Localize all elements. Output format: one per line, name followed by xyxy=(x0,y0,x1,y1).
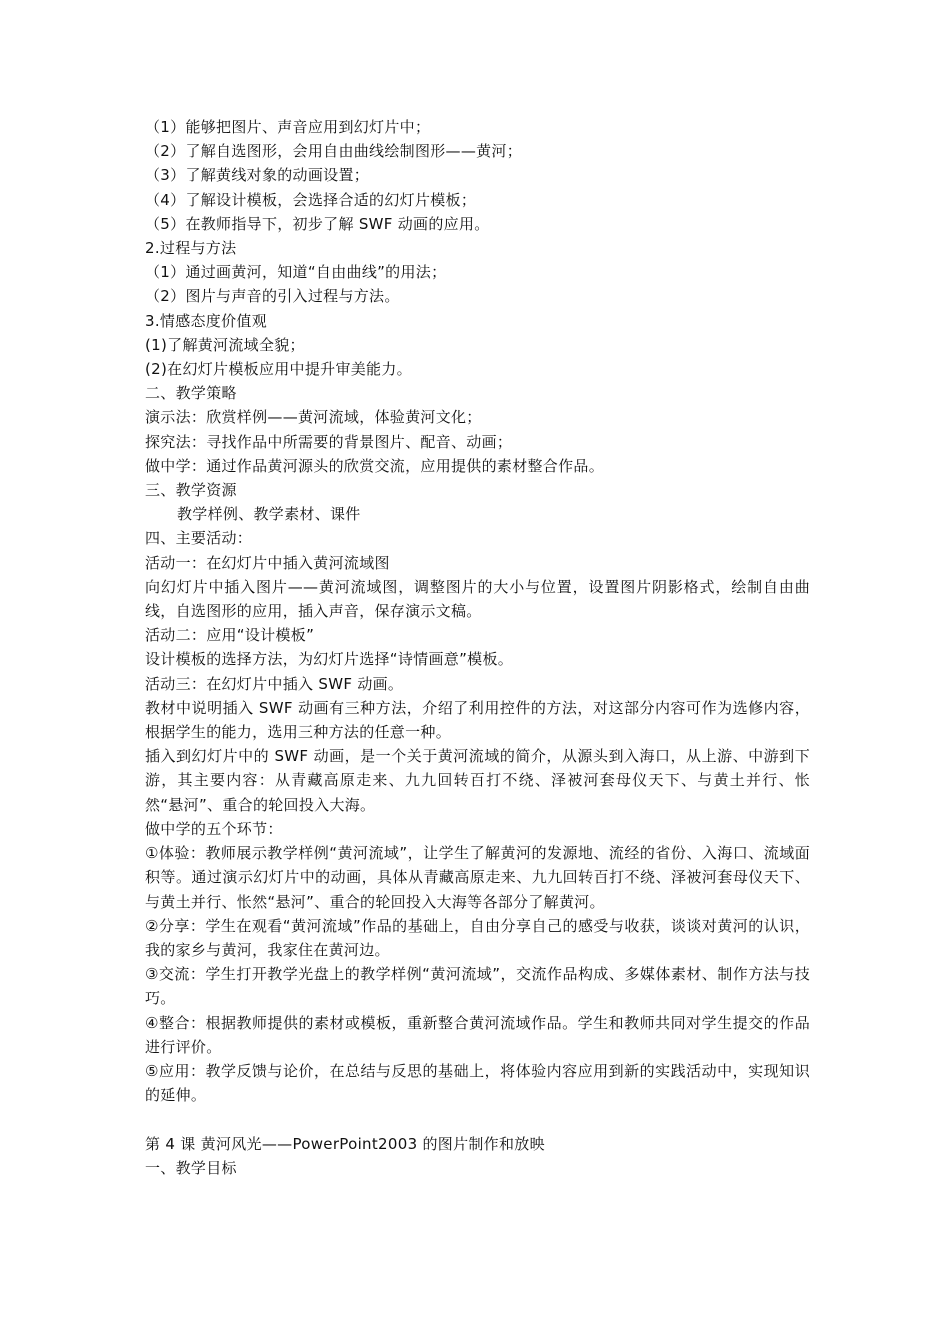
swf-description: 插入到幻灯片中的 SWF 动画，是一个关于黄河流域的简介，从源头到入海口，从上游、中游到下游，其主要内容：从青藏高原走来、九九回转百打不绕、泽被河套母仪天下、与黄土并行、怅然“悬河”、重合的轮回投入大海。 xyxy=(145,747,810,814)
activity-3-body: 教材中说明插入 SWF 动画有三种方法，介绍了利用控件的方法，对这部分内容可作为选修内容，根据学生的能力，选用三种方法的任意一种。 xyxy=(145,698,810,742)
section-heading-attitude: 3.情感态度价值观 xyxy=(145,311,268,330)
document-body xyxy=(145,115,810,1180)
activity-2-title: 活动二：应用“设计模板” xyxy=(145,626,315,645)
activity-1-title: 活动一：在幻灯片中插入黄河流域图 xyxy=(145,553,390,572)
objective-item-3: （3）了解黄线对象的动画设置； xyxy=(145,166,370,185)
lesson-title: 第 4 课 黄河风光——PowerPoint2003 的图片制作和放映 xyxy=(145,1134,545,1153)
objective-item-2: （2）了解自选图形，会用自由曲线绘制图形——黄河； xyxy=(145,142,523,161)
activity-3-title: 活动三：在幻灯片中插入 SWF 动画。 xyxy=(145,674,404,693)
activity-2-body: 设计模板的选择方法，为幻灯片选择“诗情画意”模板。 xyxy=(145,650,514,669)
step-share: ②分享：学生在观看“黄河流域”作品的基础上，自由分享自己的感受与收获，谈谈对黄河的认识，我的家乡与黄河，我家住在黄河边。 xyxy=(145,916,810,959)
attitude-item-1: (1)了解黄河流域全貌； xyxy=(145,335,305,354)
objective-item-4: （4）了解设计模板，会选择合适的幻灯片模板； xyxy=(145,190,477,209)
strategy-learn-by-doing: 做中学：通过作品黄河源头的欣赏交流，应用提供的素材整合作品。 xyxy=(145,456,605,475)
objective-item-5: （5）在教师指导下，初步了解 SWF 动画的应用。 xyxy=(145,214,490,233)
objective-item-1: （1）能够把图片、声音应用到幻灯片中； xyxy=(145,118,431,136)
section-heading-strategy: 二、教学策略 xyxy=(145,384,237,403)
step-experience: ①体验：教师展示教学样例“黄河流域”，让学生了解黄河的发源地、流经的省份、入海口、流域面积等。通过演示幻灯片中的动画，具体从青藏高原走来、九九回转百打不绕、泽被河套母仪天下、与黄土并行、怅然“悬河”、重合的轮回投入大海等各部分了解黄河。 xyxy=(145,844,810,911)
strategy-explore: 探究法：寻找作品中所需要的背景图片、配音、动画； xyxy=(145,432,513,451)
step-apply: ⑤应用：教学反馈与论价，在总结与反思的基础上，将体验内容应用到新的实践活动中，实现知识的延伸。 xyxy=(145,1061,810,1105)
step-integrate: ④整合：根据教师提供的素材或模板，重新整合黄河流域作品。学生和教师共同对学生提交的作品进行评价。 xyxy=(145,1013,810,1056)
step-exchange: ③交流：学生打开教学光盘上的教学样例“黄河流域”，交流作品构成、多媒体素材、制作方法与技巧。 xyxy=(145,965,810,1008)
attitude-item-2: (2)在幻灯片模板应用中提升审美能力。 xyxy=(145,360,412,379)
section-heading-resources: 三、教学资源 xyxy=(145,481,237,500)
activity-1-body: 向幻灯片中插入图片——黄河流域图，调整图片的大小与位置，设置图片阴影格式，绘制自由曲线，自选图形的应用，插入声音，保存演示文稿。 xyxy=(145,577,810,621)
section-heading-process: 2.过程与方法 xyxy=(145,239,237,258)
process-item-1: （1）通过画黄河，知道“自由曲线”的用法； xyxy=(145,263,447,282)
blank-line xyxy=(145,1107,810,1131)
process-item-2: （2）图片与声音的引入过程与方法。 xyxy=(145,287,400,306)
section-heading-activities: 四、主要活动： xyxy=(145,529,253,548)
resources-list: 教学样例、教学素材、课件 xyxy=(177,505,361,524)
section-heading-objectives: 一、教学目标 xyxy=(145,1158,237,1177)
five-steps-heading: 做中学的五个环节： xyxy=(145,819,283,838)
strategy-demo: 演示法：欣赏样例——黄河流域，体验黄河文化； xyxy=(145,408,482,427)
